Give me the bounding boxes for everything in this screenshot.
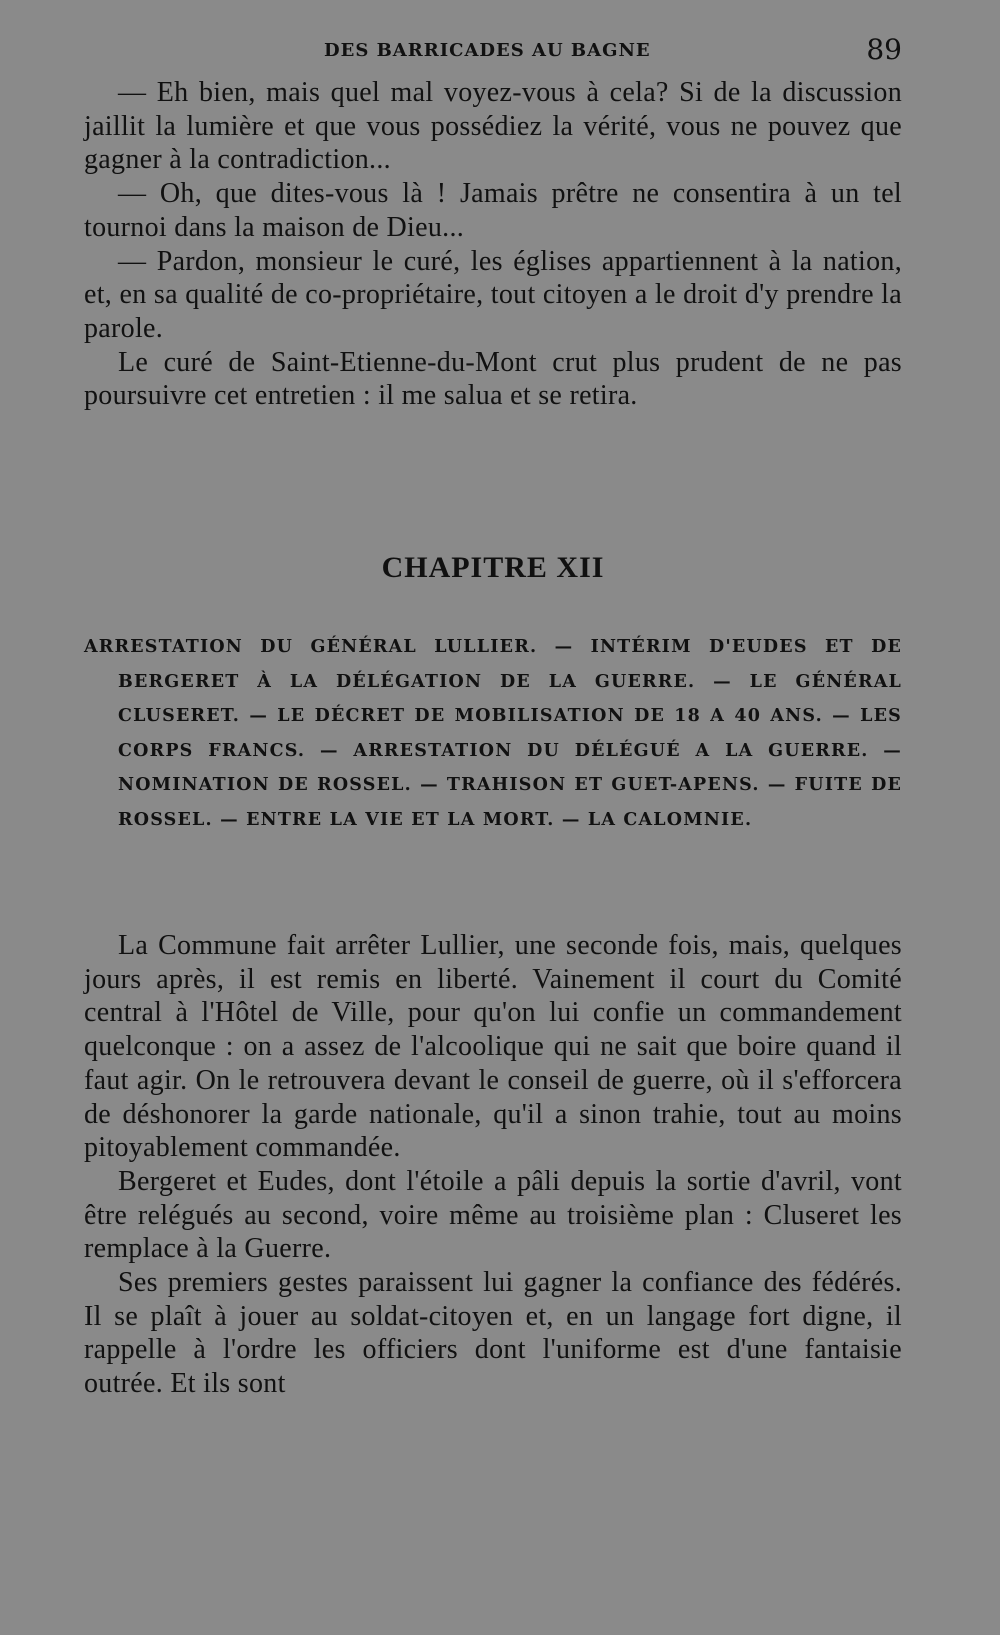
section-spacer	[84, 588, 902, 630]
running-title: DES BARRICADES AU BAGNE	[324, 40, 651, 61]
page-number: 89	[866, 33, 902, 66]
paragraph: Ses premiers gestes paraissent lui gagner la confiance des fédérés. Il se plaît à jouer au soldat-citoyen et, en un langage fort digne, il rappelle à l'ordre les officiers dont l'uniforme est d'une fantaisie outrée. Et ils sont	[84, 1267, 902, 1400]
paragraph: — Pardon, monsieur le curé, les églises appartiennent à la nation, et, en sa qualité de co-propriétaire, tout citoyen a le droit d'y prendre la parole.	[84, 245, 902, 344]
chapter-title: CHAPITRE XII	[381, 551, 605, 585]
paragraph: Le curé de Saint-Etienne-du-Mont crut plus prudent de ne pas poursuivre cet entretien : il me salua et se retira.	[84, 346, 902, 412]
running-header	[84, 30, 902, 76]
paragraph: — Oh, que dites-vous là ! Jamais prêtre ne consentira à un tel tournoi dans la maison de Dieu...	[84, 178, 902, 243]
previous-chapter-end	[84, 76, 902, 413]
paragraph: La Commune fait arrêter Lullier, une seconde fois, mais, quelques jours après, il est remis en liberté. Vainement il court du Comité central à l'Hôtel de Ville, pour qu'on lui confie un commandement quelconque : on a assez de l'alcoolique qui ne sait que boire quand il faut agir. On le retrouvera devant le conseil de guerre, où il s'efforcera de déshonorer la garde nationale, qu'il a sinon trahie, tout au moins pitoyablement commandée.	[84, 930, 902, 1164]
book-page	[84, 30, 902, 1401]
paragraph: — Eh bien, mais quel mal voyez-vous à cela? Si de la discussion jaillit la lumière et que vous possédiez la vérité, vous ne pouvez que gagner à la contradiction...	[84, 77, 902, 176]
paragraph: Bergeret et Eudes, dont l'étoile a pâli depuis la sortie d'avril, vont être relégués au second, voire même au troisième plan : Cluseret les remplace à la Guerre.	[84, 1165, 902, 1265]
chapter-summary: ARRESTATION DU GÉNÉRAL LULLIER. — INTÉRIM D'EUDES ET DE BERGERET À LA DÉLÉGATION DE LA GUERRE. — LE GÉNÉRAL CLUSERET. — LE DÉCRET DE MOBILISATION DE 18 A 40 ANS. — LES CORPS FRANCS. — ARRESTATION DU DÉLÉGUÉ A LA GUERRE. — NOMINATION DE ROSSEL. — TRAHISON ET GUET-APENS. — FUITE DE ROSSEL. — ENTRE LA VIE ET LA MORT. — LA CALOMNIE.	[84, 637, 902, 830]
section-spacer	[84, 413, 902, 548]
section-spacer	[84, 837, 902, 929]
chapter-body	[84, 929, 902, 1401]
